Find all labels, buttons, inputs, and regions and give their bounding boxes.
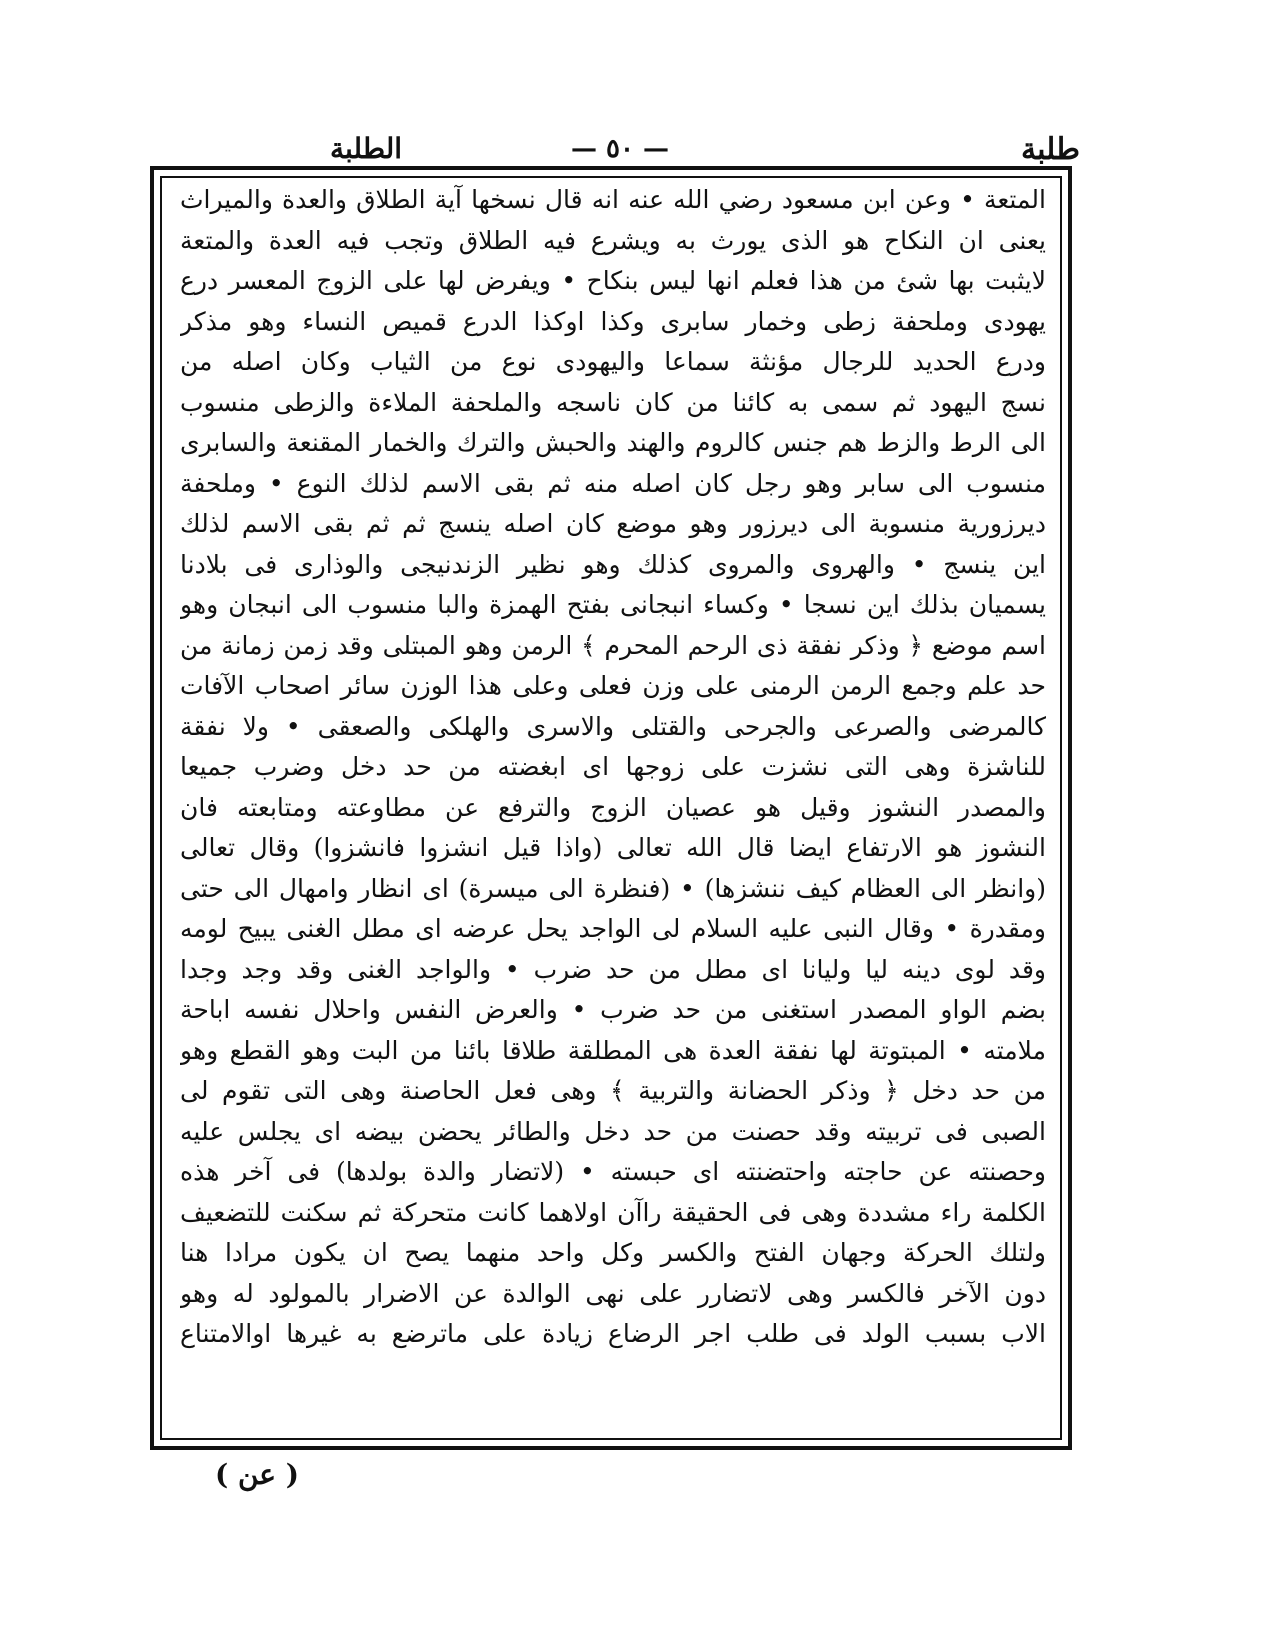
text-line: من حد دخل ﴿ وذكر الحضانة والتربية ﴾ وهى فعل الحاصنة وهى التى تقوم لى [180, 1076, 1046, 1105]
text-line: والمصدر النشوز وقيل هو عصيان الزوج والترفع عن مطاوعته ومتابعته فان [180, 792, 1046, 822]
text-line: لايثبت بها شئ من هذا فعلم انها ليس بنكاح • ويفرض لها على الزوج المعسر درع [180, 266, 1046, 295]
text-line: النشوز هو الارتفاع ايضا قال الله تعالى (واذا قيل انشزوا فانشزوا) وقال تعالى [180, 833, 1046, 862]
text-line: وقد لوى دينه ليا وليانا اى مطل من حد ضرب • والواجد الغنى وقد وجد وجدا [180, 954, 1046, 984]
text-line: وحصنته عن حاجته واحتضنته اى حبسته • (لاتضار والدة بولدها) فى آخر هذه [180, 1157, 1046, 1186]
text-line: يسميان بذلك اين نسجا • وكساء انبجانى بفتح الهمزة والبا منسوب الى انبجان وهو [180, 590, 1046, 619]
header-entry-word: طلبة [1021, 132, 1080, 167]
page-number: — ٥٠ — [570, 134, 670, 164]
text-line: للناشزة وهى التى نشزت على زوجها اى ابغضته من حد دخل وضرب جميعا [180, 752, 1046, 781]
text-line: الى الرط والزط هم جنس كالروم والهند والحبش والترك والخمار المقنعة والسابرى [180, 428, 1046, 457]
text-line: اسم موضع ﴿ وذكر نفقة ذى الرحم المحرم ﴾ الرمن وهو المبتلى وقد زمن زمانة من [180, 630, 1046, 660]
text-line: يعنى ان النكاح هو الذى يورث به ويشرع فيه الطلاق وتجب فيه العدة والمتعة [180, 225, 1046, 255]
header-section-word: الطلبة [330, 132, 403, 165]
text-line: الكلمة راء مشددة وهى فى الحقيقة راآن اولاهما كانت متحركة ثم سكنت للتضعيف [180, 1197, 1046, 1227]
text-line: ومقدرة • وقال النبى عليه السلام لى الواجد يحل عرضه اى مطل الغنى يبيح لومه [180, 914, 1046, 943]
text-line: الاب بسبب الولد فى طلب اجر الرضاع زيادة على ماترضع به غيرها اوالامتناع [180, 1319, 1046, 1348]
text-line: ملامته • المبتوتة لها نفقة العدة هى المطلقة طلاقا بائنا من البت وهو القطع وهو [180, 1035, 1046, 1065]
text-line: المتعة • وعن ابن مسعود رضي الله عنه انه قال نسخها آية الطلاق والعدة والميراث [180, 185, 1046, 214]
text-line: حد علم وجمع الرمن الرمنى على وزن فعلى وعلى هذا الوزن سائر اصحاب الآفات [180, 671, 1046, 700]
main-text-block [180, 180, 1046, 1436]
text-line: اين ينسج • والهروى والمروى كذلك وهو نظير الزندنيجى والوذارى فى بلادنا [180, 549, 1046, 579]
text-line: منسوب الى سابر وهو رجل كان اصله منه ثم بقى الاسم لذلك النوع • وملحفة [180, 468, 1046, 498]
text-line: بضم الواو المصدر استغنى من حد ضرب • والعرض النفس واحلال نفسه اباحة [180, 995, 1046, 1024]
footer-catchword: ( عن ) [215, 1458, 300, 1491]
text-line: نسج اليهود ثم سمى به كائنا من كان ناسجه والملحفة الملاءة والزطى منسوب [180, 387, 1046, 417]
text-line: الصبى فى تربيته وقد حصنت من حد دخل والطائر يحضن بيضه اى يجلس عليه [180, 1116, 1046, 1146]
text-line: ديرزورية منسوبة الى ديرزور وهو موضع كان اصله ينسج ثم ثم بقى الاسم لذلك [180, 509, 1046, 538]
text-line: ولتلك الحركة وجهان الفتح والكسر وكل واحد منهما يصح ان يكون مرادا هنا [180, 1238, 1046, 1267]
text-line: كالمرضى والصرعى والجرحى والقتلى والاسرى والهلكى والصعقى • ولا نفقة [180, 711, 1046, 741]
text-line: (وانظر الى العظام كيف ننشزها) • (فنظرة الى ميسرة) اى انظار وامهال الى حتى [180, 873, 1046, 903]
text-line: دون الآخر فالكسر وهى لاتضارر على نهى الوالدة عن الاضرار بالمولود له وهو [180, 1278, 1046, 1308]
text-line: يهودى وملحفة زطى وخمار سابرى وكذا اوكذا الدرع قميص النساء وهو مذكر [180, 306, 1046, 336]
text-line: ودرع الحديد للرجال مؤنثة سماعا واليهودى نوع من الثياب وكان اصله من [180, 347, 1046, 376]
